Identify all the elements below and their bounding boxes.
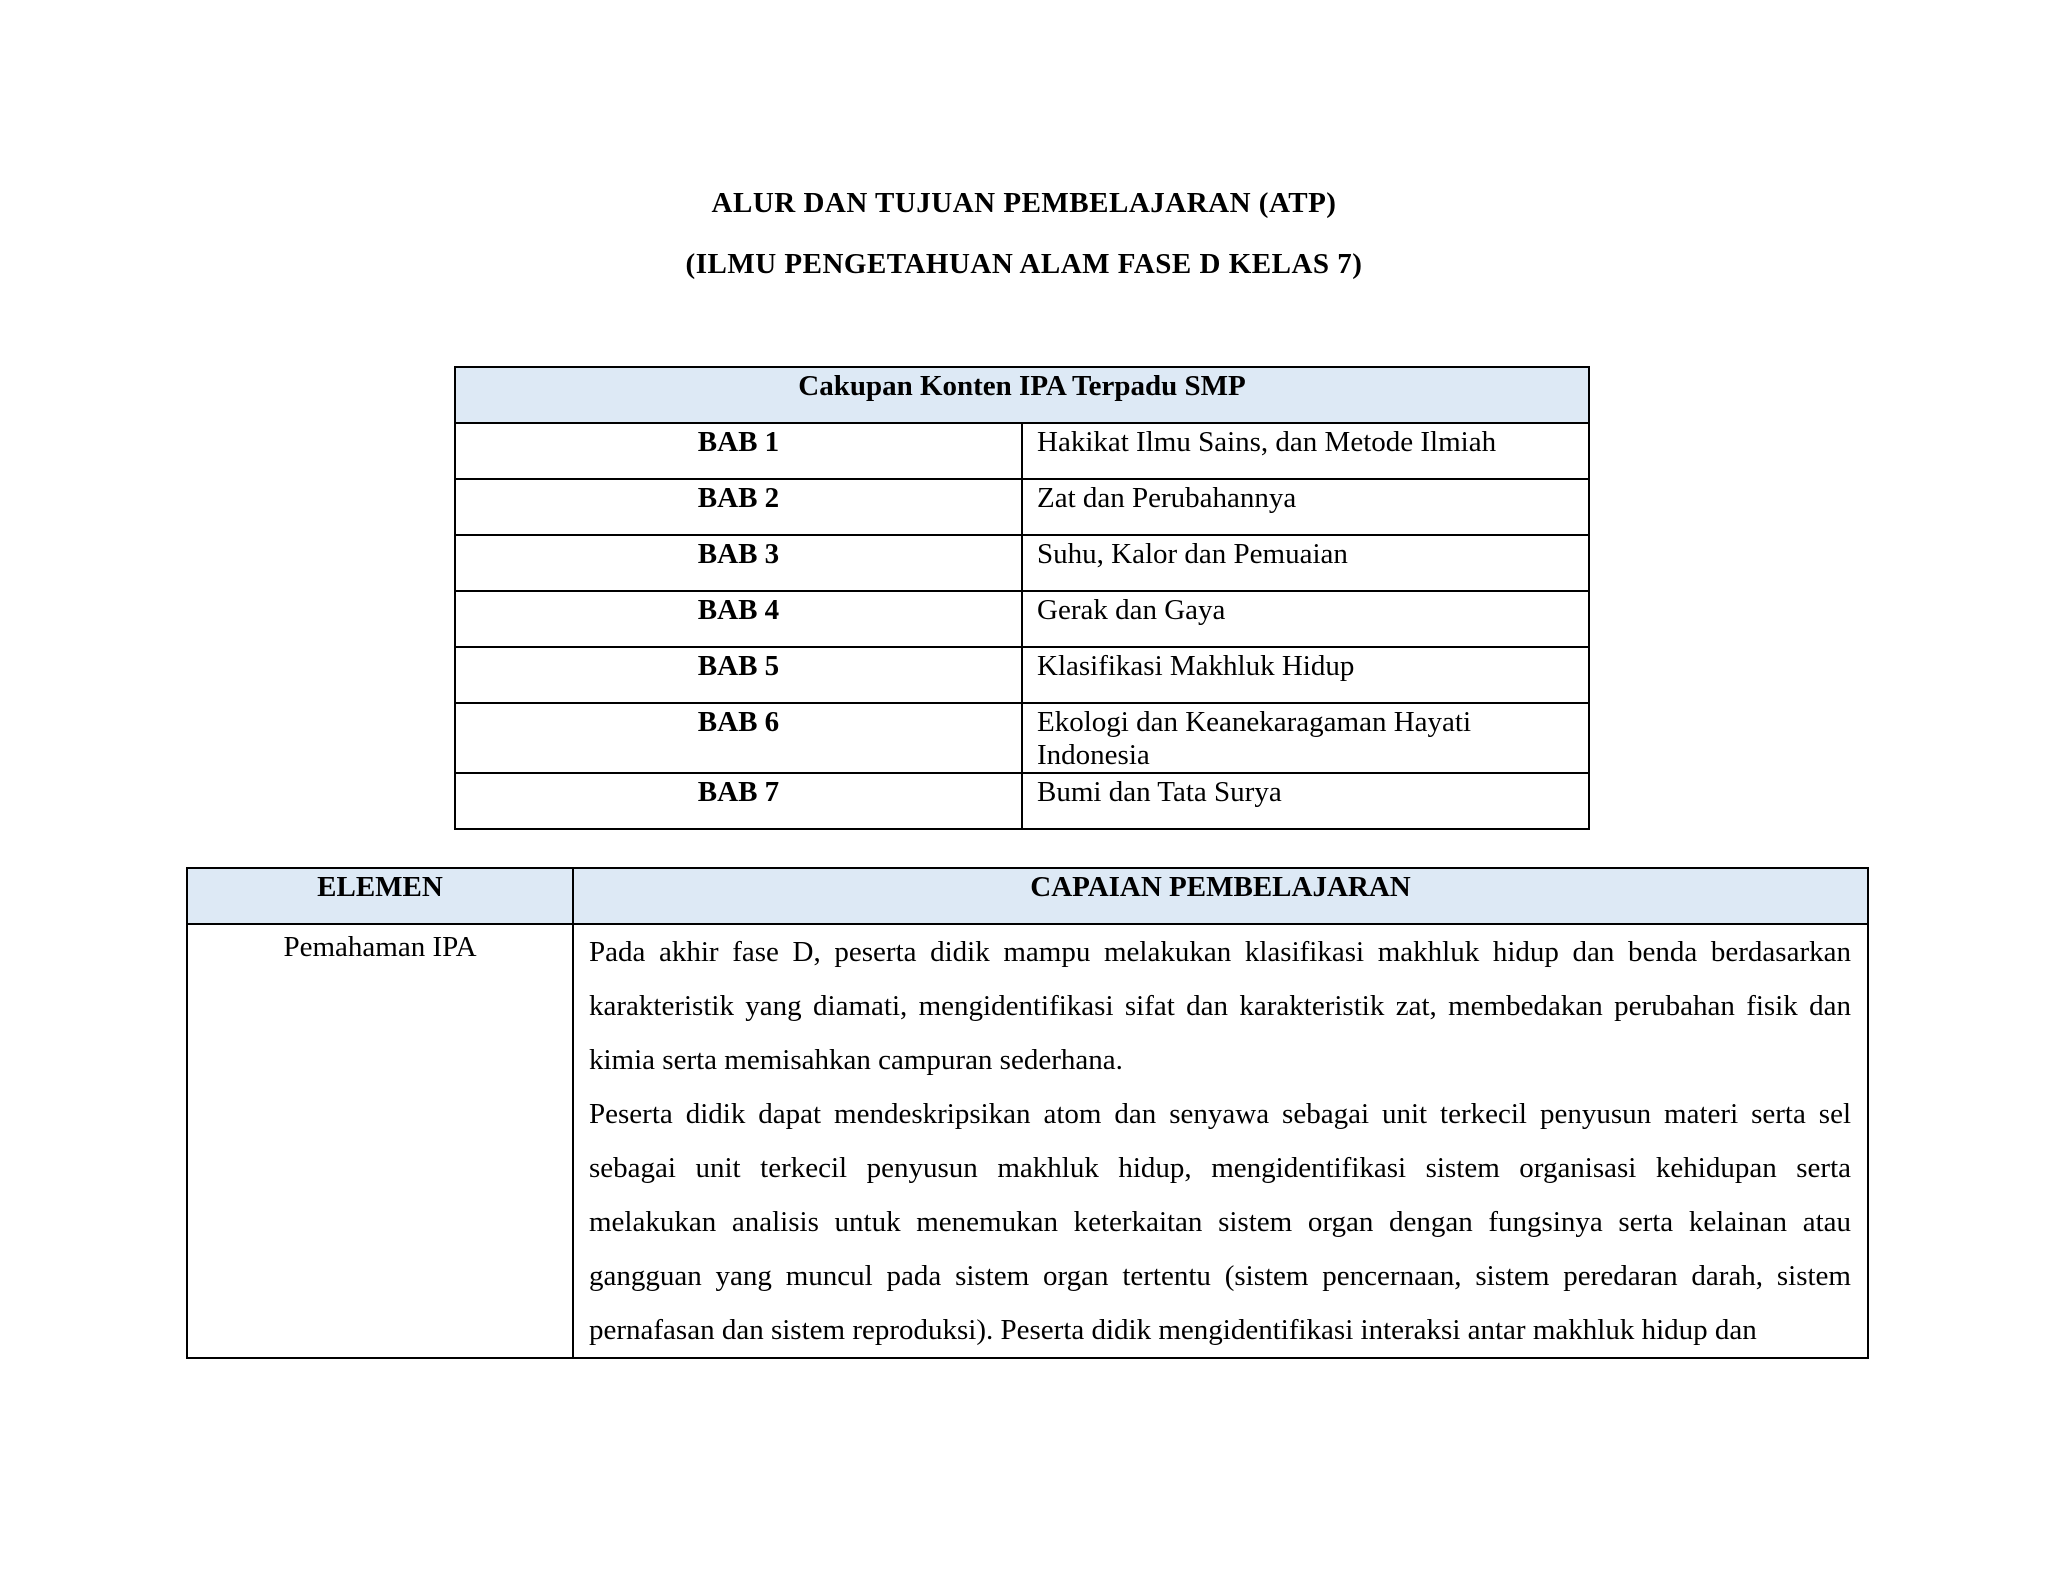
chapter-label: BAB 7 xyxy=(455,773,1022,829)
document-title: ALUR DAN TUJUAN PEMBELAJARAN (ATP) xyxy=(711,187,1337,219)
chapter-topic: Zat dan Perubahannya xyxy=(1022,479,1589,535)
elemen-header: ELEMEN xyxy=(187,868,573,924)
chapter-topic: Ekologi dan Keanekaragaman Hayati Indonesia xyxy=(1022,703,1589,773)
table-row xyxy=(455,773,1589,829)
document-subtitle: (ILMU PENGETAHUAN ALAM FASE D KELAS 7) xyxy=(685,248,1363,280)
chapter-topic: Bumi dan Tata Surya xyxy=(1022,773,1589,829)
content-scope-table xyxy=(454,366,1590,830)
capaian-paragraph: Peserta didik dapat mendeskripsikan atom dan senyawa sebagai unit terkecil penyusun materi serta sel sebagai unit terkecil penyusun makhluk hidup, mengidentifikasi sistem organisasi kehidupan serta melakukan analisis untuk menemukan keterkaitan sistem organ dengan fungsinya serta kelainan atau gangguan yang muncul pada sistem organ tertentu (sistem pencernaan, sistem peredaran darah, sistem pernafasan dan sistem reproduksi). Peserta didik mengidentifikasi interaksi antar makhluk hidup dan xyxy=(589,1098,1851,1346)
chapter-label: BAB 2 xyxy=(455,479,1022,535)
content-scope-header: Cakupan Konten IPA Terpadu SMP xyxy=(455,367,1589,423)
capaian-header: CAPAIAN PEMBELAJARAN xyxy=(573,868,1868,924)
table-row xyxy=(187,924,1868,1358)
capaian-text xyxy=(573,924,1868,1358)
learning-outcomes-table xyxy=(186,867,1869,1359)
capaian-paragraph: Pada akhir fase D, peserta didik mampu melakukan klasifikasi makhluk hidup dan benda berdasarkan karakteristik yang diamati, mengidentifikasi sifat dan karakteristik zat, membedakan perubahan fisik dan kimia serta memisahkan campuran sederhana. xyxy=(589,936,1851,1076)
chapter-topic: Klasifikasi Makhluk Hidup xyxy=(1022,647,1589,703)
chapter-topic: Hakikat Ilmu Sains, dan Metode Ilmiah xyxy=(1022,423,1589,479)
chapter-label: BAB 6 xyxy=(455,703,1022,773)
chapter-label: BAB 3 xyxy=(455,535,1022,591)
table-row xyxy=(455,703,1589,773)
elemen-value: Pemahaman IPA xyxy=(187,924,573,1358)
table-row xyxy=(455,535,1589,591)
chapter-label: BAB 1 xyxy=(455,423,1022,479)
table-row xyxy=(455,423,1589,479)
table-row xyxy=(455,479,1589,535)
table-row xyxy=(455,647,1589,703)
chapter-topic: Gerak dan Gaya xyxy=(1022,591,1589,647)
chapter-label: BAB 5 xyxy=(455,647,1022,703)
chapter-topic: Suhu, Kalor dan Pemuaian xyxy=(1022,535,1589,591)
chapter-label: BAB 4 xyxy=(455,591,1022,647)
table-row xyxy=(455,591,1589,647)
